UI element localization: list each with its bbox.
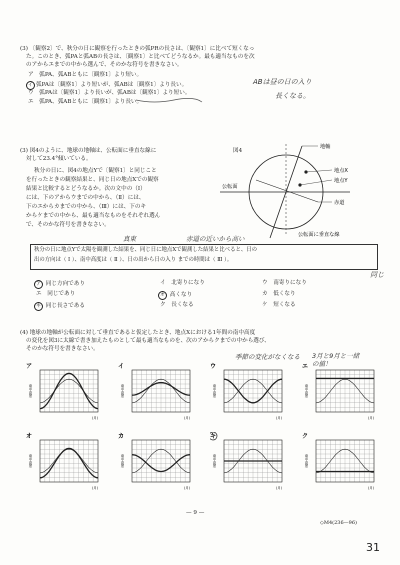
q3b-intro-line2: 対して23.4°傾いている。 xyxy=(26,156,92,162)
graph-option-6[interactable] xyxy=(118,432,198,498)
q4-intro-line1: (4) 地球の地軸が公転面に対して垂直であると仮定したとき、地点Xにおける1年間の南中高度 xyxy=(20,330,256,336)
graph-mark: カ xyxy=(118,433,125,440)
graph-svg xyxy=(118,432,198,498)
q3-option-e[interactable]: エ 弧PA、弧ABともに〔観察1〕より長い。 xyxy=(28,99,143,105)
graph-svg xyxy=(302,362,382,428)
q3-option-u[interactable]: ウ 弧PAは〔観察1〕より長いが、弧ABは〔観察1〕より短い。 xyxy=(28,90,191,96)
page-number: — 9 — xyxy=(186,510,205,516)
form-code: ◇M4(236—96) xyxy=(320,520,357,526)
graph-mark: ウ xyxy=(210,363,217,370)
graph-ylabel: 南中高度 xyxy=(304,384,308,398)
fig4-label: 図4 xyxy=(233,148,243,154)
q4-hand-1: 季節の変化がなくなる xyxy=(235,353,300,361)
q3-handnote-1: ABは昼の日の入り xyxy=(253,78,312,86)
graph-ylabel: 南中高度 xyxy=(120,454,124,468)
equator-line xyxy=(256,180,318,202)
hand-equator-note: 赤道の近いから高い xyxy=(186,235,245,243)
graph-ylabel: 南中高度 xyxy=(28,384,32,398)
graph-option-1[interactable] xyxy=(26,362,106,428)
hand-same: 同じ xyxy=(370,271,384,279)
graph-option-7[interactable] xyxy=(210,432,290,498)
q4-intro-line2: の変化を図3に太線で書き加えたものとして最も適当なものを、次のアからクまでの中から選び、 xyxy=(26,338,270,344)
graph-ylabel: 南中高度 xyxy=(212,384,216,398)
q3b-intro-line1: (3) 図4のように、地球の地軸は、公転面に垂直な線に xyxy=(20,148,157,154)
q4-intro-line3: そのかな符号を書きなさい。 xyxy=(26,346,99,352)
graph-option-2[interactable] xyxy=(118,362,198,428)
q3b-body-6: からケまでの中から、最も適当なものをそれぞれ選ん xyxy=(26,213,161,219)
q4-hand-2: 3月と9月と一緒の値！ xyxy=(312,352,360,368)
box-line-1: 秋分の日に地点Yで太陽を観測した結果を、同じ日に地点Xで観測した結果と比べると、日の xyxy=(34,247,258,253)
graph-ylabel: 南中高度 xyxy=(212,454,216,468)
q3b-body-1: 秋分の日に、図4の地点Yで〔観察1〕と同じこと xyxy=(34,168,157,174)
graph-xlabel: (月) xyxy=(276,486,283,490)
q3-intro-line1: (3) 〔観察2〕で、秋分の日に観察を行ったときの弧PRの長さは、〔観察1〕に比べて短くなっ xyxy=(20,46,255,52)
choice-ku[interactable]: ク 長くなる xyxy=(160,302,194,308)
graph-ylabel: 南中高度 xyxy=(28,454,32,468)
choice-ka[interactable]: カ 低くなり xyxy=(262,291,296,297)
q3b-body-5: 下のエからカまでの中から、（Ⅲ）には、下のキ xyxy=(26,204,147,210)
earth-diagram xyxy=(220,140,385,240)
underline-scribble xyxy=(134,96,204,106)
graph-svg xyxy=(26,362,106,428)
graph-xlabel: (月) xyxy=(368,486,375,490)
label-point-y: 地点Y xyxy=(334,178,348,184)
choice-i[interactable]: イ 北寄りになり xyxy=(160,280,205,286)
q3-option-a[interactable]: ア 弧PA、弧ABともに〔観察1〕より短い。 xyxy=(28,72,143,78)
graph-svg xyxy=(302,432,382,498)
graph-ylabel: 南中高度 xyxy=(304,454,308,468)
choice-u[interactable]: ウ 南寄りになり xyxy=(262,280,307,286)
graph-ylabel: 南中高度 xyxy=(120,384,124,398)
graph-svg xyxy=(26,432,106,498)
choice-a[interactable]: ア 同じ方向であり xyxy=(35,281,85,287)
graph-xlabel: (月) xyxy=(184,416,191,420)
q3b-body-4: には、下のアからウまでの中から、（Ⅱ）には、 xyxy=(26,195,145,201)
label-perpendicular: 公転面に垂直な線 xyxy=(298,232,340,238)
graph-svg xyxy=(118,362,198,428)
graph-xlabel: (月) xyxy=(92,416,99,420)
label-axis: 地軸 xyxy=(320,144,331,150)
graph-xlabel: (月) xyxy=(184,486,191,490)
q3-intro-line3: のアからエまでの中から選んで、そのかな符号を書きなさい。 xyxy=(26,62,183,68)
q3b-body-3: 結果と比較するとどうなるか。次の文中の（Ⅰ） xyxy=(26,186,146,192)
graph-mark: ク xyxy=(302,433,309,440)
corner-number: 31 xyxy=(366,541,380,554)
choice-ke[interactable]: ケ 短くなる xyxy=(262,302,296,308)
graph-mark: キ xyxy=(210,433,217,440)
q3-intro-line2: た。このとき、弧PAと弧ABの長さは、〔観察1〕と比べてどうなるか。最も適当なものを次 xyxy=(26,54,255,60)
graph-option-5[interactable] xyxy=(26,432,106,498)
choice-e[interactable]: エ 同じであり xyxy=(36,291,76,297)
graph-mark: オ xyxy=(26,433,33,440)
hand-true-east: 真東 xyxy=(123,235,136,243)
graph-option-4[interactable] xyxy=(302,362,382,428)
label-point-x: 地点X xyxy=(334,168,348,174)
q3-option-i[interactable]: イ 弧PAは〔観察1〕より短いが、弧ABは〔観察1〕より長い。 xyxy=(27,82,188,88)
graph-svg xyxy=(210,362,290,428)
graph-option-3[interactable] xyxy=(210,362,290,428)
choice-ki[interactable]: キ 同じ長さである xyxy=(35,303,85,309)
graph-mark: イ xyxy=(118,363,125,370)
graph-xlabel: (月) xyxy=(92,486,99,490)
q3b-body-7: で、そのかな符号を書きなさい。 xyxy=(26,222,110,228)
graph-option-8[interactable] xyxy=(302,432,382,498)
graph-mark: エ xyxy=(302,363,309,370)
label-orbit-plane: 公転面 xyxy=(222,184,238,190)
box-line-2: 出の方向は（ Ⅰ ）、南中高度は（ Ⅱ ）、日の出から日の入り までの時間は（ Ⅲ ）。 xyxy=(34,257,233,263)
label-equator: 赤道 xyxy=(334,200,345,206)
q3-handnote-2: 長くなる。 xyxy=(275,92,310,100)
q3b-body-2: を行ったときの観察結果と、同じ日の地点Xでの観察 xyxy=(26,177,159,183)
graph-mark: ア xyxy=(26,363,33,370)
graph-xlabel: (月) xyxy=(368,416,375,420)
choice-o[interactable]: オ 高くなり xyxy=(159,292,193,298)
graph-xlabel: (月) xyxy=(276,416,283,420)
graph-svg xyxy=(210,432,290,498)
